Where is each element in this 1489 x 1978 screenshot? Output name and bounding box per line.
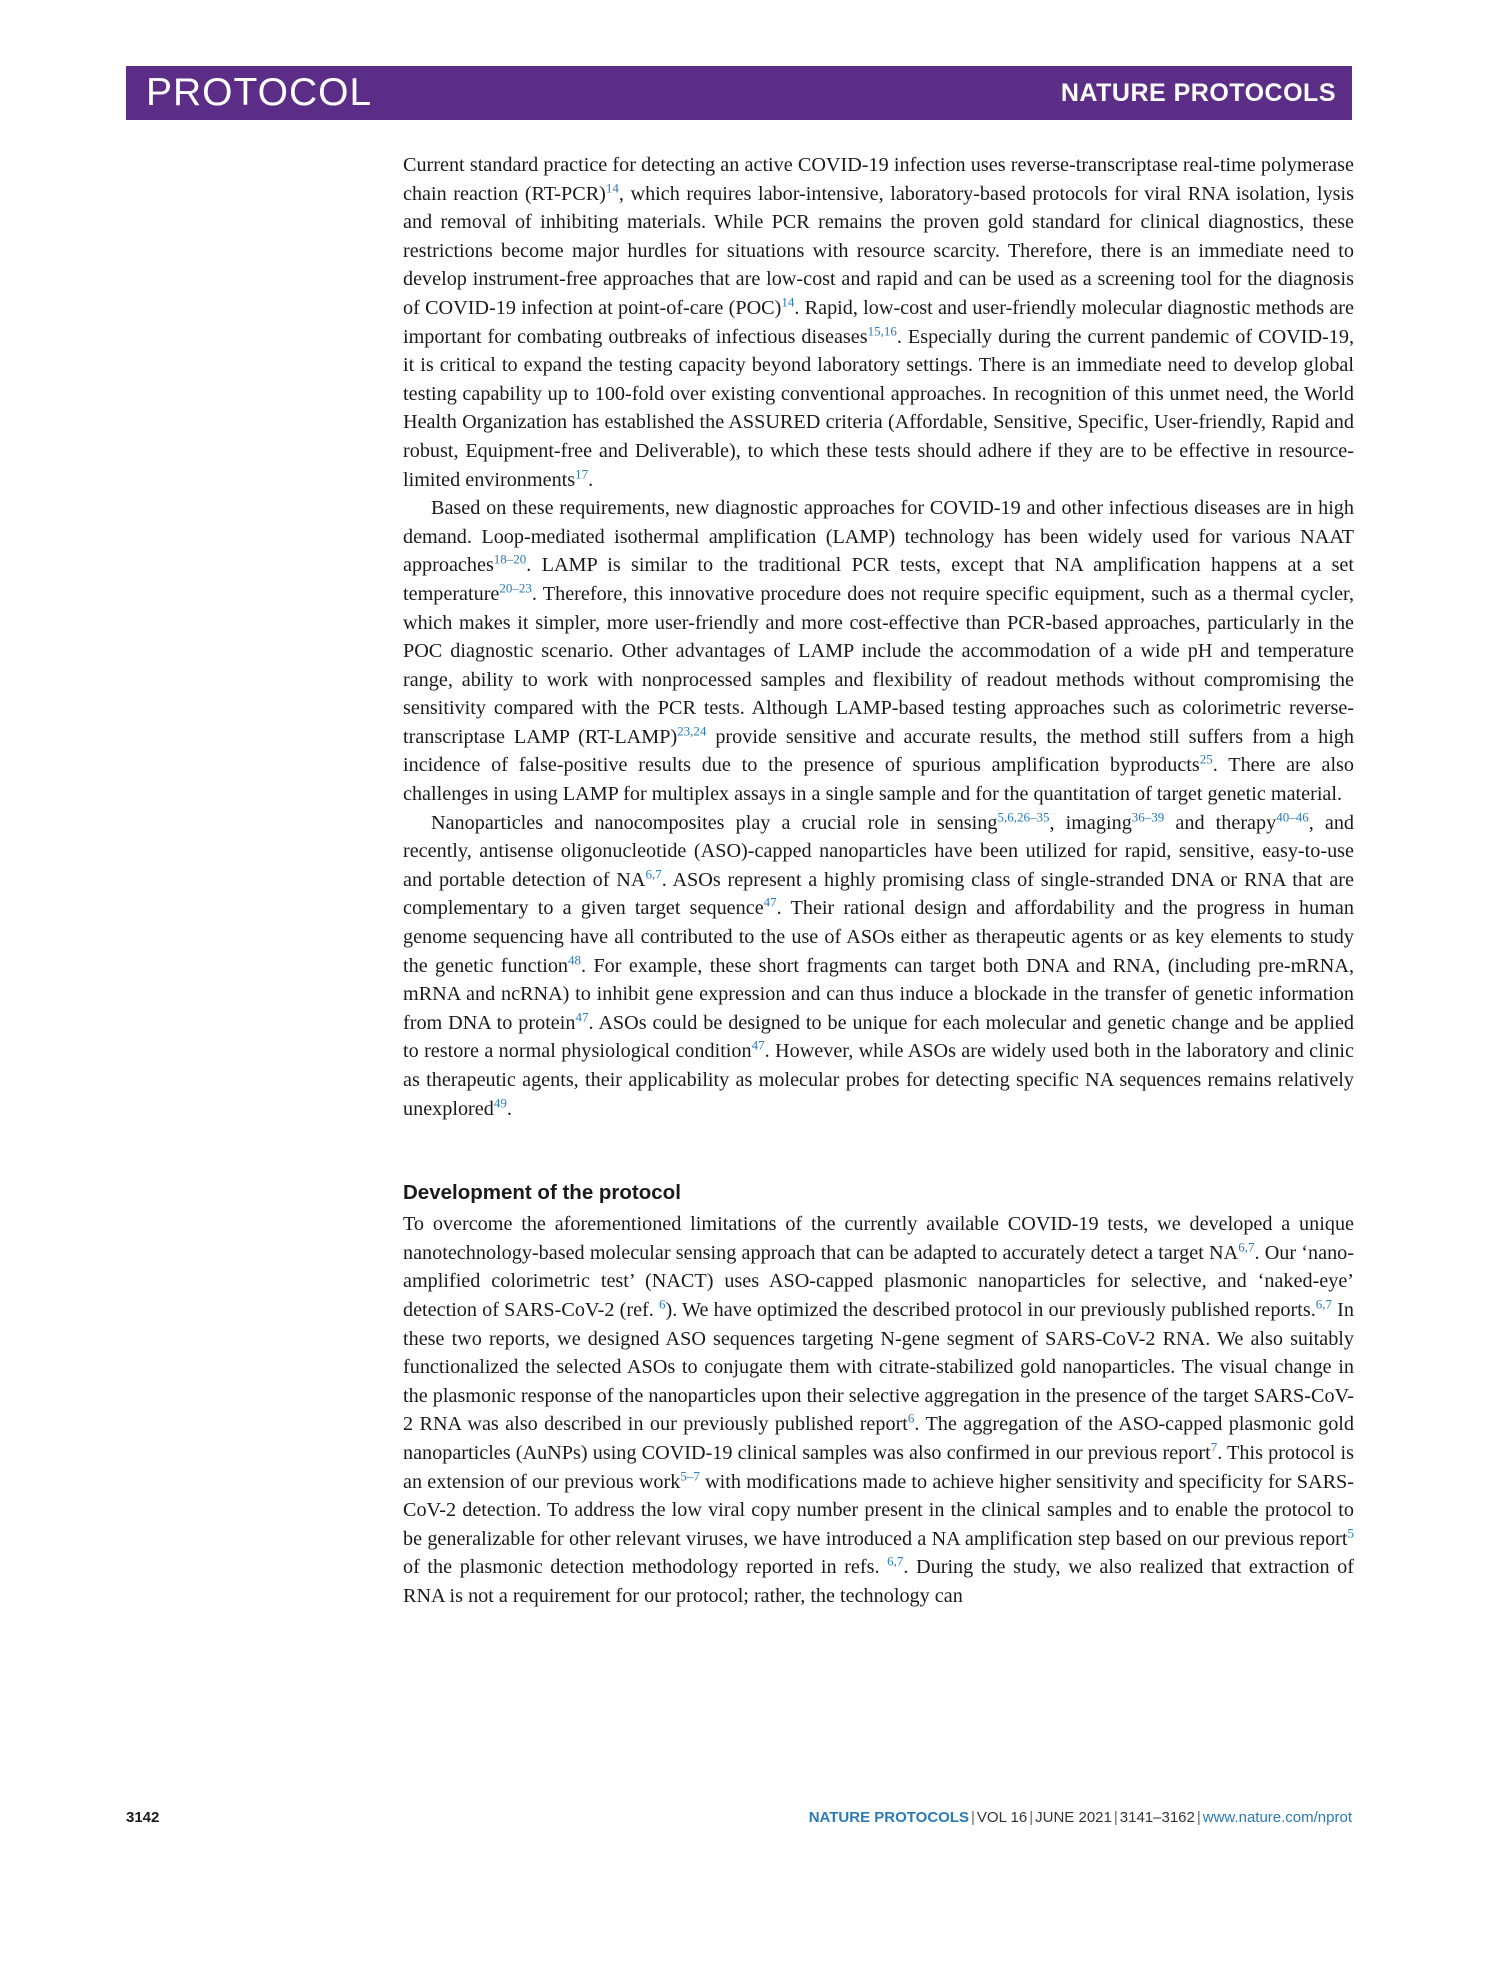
header-bar [126, 66, 1352, 120]
citation-link[interactable]: 49 [493, 1094, 507, 1110]
citation-link[interactable]: 17 [575, 465, 589, 481]
footer-separator: | [1029, 1809, 1034, 1826]
citation-link[interactable]: 47 [575, 1009, 589, 1025]
footer-journal: NATURE PROTOCOLS [808, 1809, 970, 1826]
citation-link[interactable]: 20–23 [499, 580, 532, 596]
body-paragraph: To overcome the aforementioned limitations of the currently available COVID-19 tests, we developed a unique nanotechnology-based molecular sensing approach that can be adapted to accurately detect a target NA$^{6,7}$. Our ‘nano-amplified colorimetric test’ (NACT) uses ASO-capped plasmonic nanoparticles for selective, and ‘naked-eye’ detection of SARS-CoV-2 (ref. $^6$). We have optimized the described protocol in our previously published reports.$^{6,7}$ In these two reports, we designed ASO sequences targeting N-gene segment of SARS-CoV-2 RNA. We also suitably functionalized the selected ASOs to conjugate them with citrate-stabilized gold nanoparticles. The visual change in the plasmonic response of the nanoparticles upon their selective aggregation in the presence of the target SARS-CoV-2 RNA was also described in our previously published report$^6$. The aggregation of the ASO-capped plasmonic gold nanoparticles (AuNPs) using COVID-19 clinical samples was also confirmed in our previous report$^7$. This protocol is an extension of our previous work$^{5-7}$ with modifications made to achieve higher sensitivity and specificity for SARS-CoV-2 detection. To address the low viral copy number present in the clinical samples and to enable the protocol to be generalizable for other relevant viruses, we have introduced a NA amplification step based on our previous report$^5$ of the plasmonic detection methodology reported in refs. $^{6,7}$. During the study, we also realized that extraction of RNA is not a requirement for our protocol; rather, the technology can [403, 1213, 1355, 1607]
citation-link[interactable]: 48 [568, 951, 582, 967]
article-body [403, 151, 1354, 1611]
body-paragraph: Nanoparticles and nanocomposites play a crucial role in sensing$^{5,6,26-35}$, imaging$^{36-39}$ and therapy$^{40-46}$, and recently, antisense oligonucleotide (ASO)-capped nanoparticles have been utilized for rapid, sensitive, easy-to-use and portable detection of NA$^{6,7}$. ASOs represent a highly promising class of single-stranded DNA or RNA that are complementary to a given target sequence$^{47}$. Their rational design and affordability and the progress in human genome sequencing have all contributed to the use of ASOs either as therapeutic agents or as key elements to study the genetic function$^{48}$. For example, these short fragments can target both DNA and RNA, (including pre-mRNA, mRNA and ncRNA) to inhibit gene expression and can thus induce a blockade in the transfer of genetic information from DNA to protein$^{47}$. ASOs could be designed to be unique for each molecular and genetic change and be applied to restore a normal physiological condition$^{47}$. However, while ASOs are widely used both in the laboratory and clinic as therapeutic agents, their applicability as molecular probes for detecting specific NA sequences remains relatively unexplored$^{49}$. [403, 808, 1355, 1120]
footer-url-link[interactable]: www.nature.com/nprot [1202, 1809, 1352, 1826]
section-label: PROTOCOL [146, 71, 373, 114]
citation-link[interactable]: 6 [658, 1296, 666, 1312]
citation-link[interactable]: 6,7 [1315, 1296, 1332, 1312]
citation-link[interactable]: 47 [751, 1037, 765, 1053]
footer-separator: | [1113, 1809, 1118, 1826]
citation-link[interactable]: 14 [605, 179, 619, 195]
citation-link[interactable]: 15,16 [867, 322, 897, 338]
citation-link[interactable]: 25 [1199, 751, 1213, 767]
citation-link[interactable]: 5 [1347, 1524, 1354, 1540]
citation-link[interactable]: 5,6,26–35 [997, 808, 1050, 824]
citation-link[interactable]: 6 [907, 1410, 915, 1426]
page-number: 3142 [126, 1809, 160, 1826]
footer-date: JUNE 2021 [1035, 1809, 1112, 1826]
citation-link[interactable]: 18–20 [493, 551, 527, 567]
section-paragraphs [403, 1210, 1354, 1610]
citation-link[interactable]: 5–7 [680, 1467, 700, 1483]
body-paragraph: Based on these requirements, new diagnostic approaches for COVID-19 and other infectious diseases are in high demand. Loop-mediated isothermal amplification (LAMP) technology has been widely used for various NAAT approaches$^{18-20}$. LAMP is similar to the traditional PCR tests, except that NA amplification happens at a set temperature$^{20-23}$. Therefore, this innovative procedure does not require specific equipment, such as a thermal cycler, which makes it simpler, more user-friendly and more cost-effective than PCR-based approaches, particularly in the POC diagnostic scenario. Other advantages of LAMP include the accommodation of a wide pH and temperature range, ability to work with nonprocessed samples and flexibility of readout methods without compromising the sensitivity compared with the PCR tests. Although LAMP-based testing approaches such as colorimetric reverse-transcriptase LAMP (RT-LAMP)$^{23,24}$ provide sensitive and accurate results, the method still suffers from a high incidence of false-positive results due to the presence of spurious amplification byproducts$^{25}$. There are also challenges in using LAMP for multiplex assays in a single sample and for the quantitation of target genetic material. [403, 497, 1354, 806]
footer-citation [809, 1809, 1352, 1826]
citation-link[interactable]: 36–39 [1131, 808, 1165, 824]
citation-link[interactable]: 14 [781, 294, 795, 310]
citation-link[interactable]: 6,7 [645, 866, 662, 882]
footer-separator: | [1196, 1809, 1201, 1826]
citation-link[interactable]: 7 [1210, 1439, 1218, 1455]
body-paragraph: Current standard practice for detecting an active COVID-19 infection uses reverse-transcriptase real-time polymerase chain reaction (RT-PCR)$^{14}$, which requires labor-intensive, laboratory-based protocols for viral RNA isolation, lysis and removal of inhibiting materials. While PCR remains the proven gold standard for clinical diagnostics, these restrictions become major hurdles for situations with resource scarcity. Therefore, there is an immediate need to develop instrument-free approaches that are low-cost and rapid and can be used as a screening tool for the diagnosis of COVID-19 infection at point-of-care (POC)$^{14}$. Rapid, low-cost and user-friendly molecular diagnostic methods are important for combating outbreaks of infectious diseases$^{15,16}$. Especially during the current pandemic of COVID-19, it is critical to expand the testing capacity beyond laboratory settings. There is an immediate need to develop global testing capability up to 100-fold over existing conventional approaches. In recognition of this unmet need, the World Health Organization has established the ASSURED criteria (Affordable, Sensitive, Specific, User-friendly, Rapid and robust, Equipment-free and Deliverable), to which these tests should adhere if they are to be effective in resource-limited environments$^{17}$. [403, 154, 1354, 491]
intro-paragraphs [403, 151, 1354, 1123]
citation-link[interactable]: 47 [763, 894, 777, 910]
footer-separator: | [971, 1809, 975, 1826]
citation-link[interactable]: 6,7 [887, 1553, 904, 1569]
footer-volume: VOL 16 [976, 1809, 1028, 1826]
citation-link[interactable]: 6,7 [1238, 1239, 1255, 1255]
journal-label: NATURE PROTOCOLS [1060, 78, 1336, 107]
citation-link[interactable]: 23,24 [677, 723, 707, 739]
section-heading: Development of the protocol [403, 1181, 681, 1205]
citation-link[interactable]: 40–46 [1276, 808, 1309, 824]
footer-pages: 3141–3162 [1119, 1809, 1195, 1826]
